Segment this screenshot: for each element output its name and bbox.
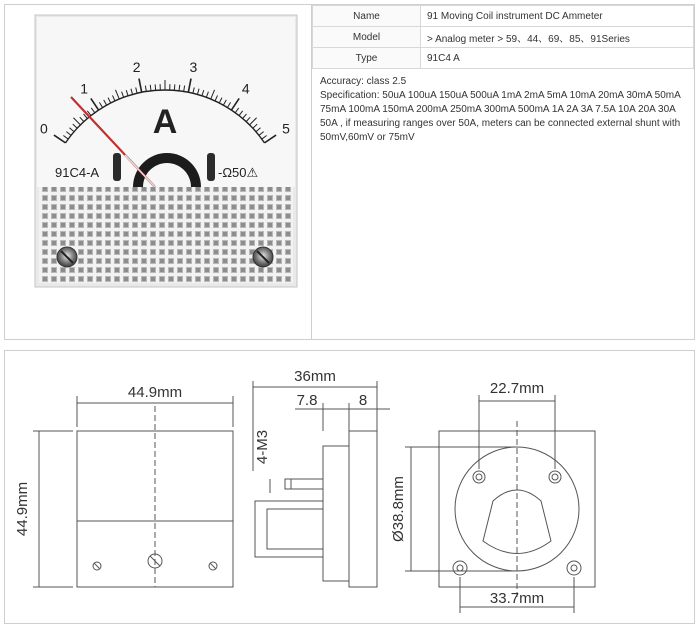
meter-scale-number: 1 [80, 80, 89, 97]
rear-terminal-left [473, 471, 485, 483]
spec-label: Model [313, 27, 421, 48]
dim-screw-label: 4-M3 [254, 429, 271, 465]
spec-table [312, 5, 694, 69]
spec-row-name [313, 6, 694, 27]
rear-mount-hole-right [567, 561, 581, 575]
dim-depth-b-label: 8 [358, 392, 368, 409]
meter-scale-number: 0 [40, 120, 48, 137]
meter-model-left: 91C4-A [55, 165, 100, 180]
dim-front-width-label: 44.9mm [127, 384, 183, 401]
meter-scale-number: 2 [132, 58, 141, 75]
spec-row-type [313, 48, 694, 69]
rear-terminal-right [549, 471, 561, 483]
rear-mount-hole-left [453, 561, 467, 575]
spec-value: 91 Moving Coil instrument DC Ammeter [421, 6, 694, 27]
spec-value: 91C4 A [421, 48, 694, 69]
spec-notes [320, 75, 690, 145]
meter-photo [5, 5, 311, 339]
spec-row-model [313, 27, 694, 48]
spec-value [421, 27, 694, 48]
meter-post-right [207, 153, 215, 181]
model-link[interactable]: > Analog meter > 59、44、69、85、91Series [427, 33, 630, 45]
side-view-flange [349, 431, 377, 587]
meter-scale-number: 3 [189, 58, 198, 75]
meter-model-right: -Ω50⚠ [218, 165, 259, 180]
specification-text: Specification: 50uA 100uA 150uA 500uA 1mA 2mA 5mA 10mA 20mA 30mA 50mA 75mA 100mA 150mA 200mA 250mA 300mA 500mA 1A 2A 3A 7.5A 10A 20A 30A 50A , if measuring ranges over 50A, meters can be connected external shunt with 50mV,60mV or 75mV [320, 90, 681, 143]
meter-post-left [113, 153, 121, 181]
meter-photo-cell [5, 5, 312, 339]
dim-depth-total-label: 36mm [294, 368, 336, 385]
meter-scale-tick [179, 85, 180, 91]
meter-scale-tick [150, 85, 151, 91]
dim-diameter-label: Ø38.8mm [390, 476, 407, 542]
meter-unit-letter: A [152, 103, 178, 141]
dimension-drawing-panel [4, 350, 695, 624]
dim-hole-top-label: 22.7mm [489, 380, 545, 397]
dim-front-height-label: 44.9mm [14, 481, 31, 537]
side-view-body [323, 446, 349, 581]
dim-hole-bottom-label: 33.7mm [489, 590, 545, 607]
dimension-drawing [5, 351, 694, 623]
spec-label: Name [313, 6, 421, 27]
dim-depth-a-label: 7.8 [296, 392, 318, 409]
accuracy-text: Accuracy: class 2.5 [320, 76, 407, 87]
meter-scale-number: 5 [282, 120, 290, 137]
rear-view-outline [439, 431, 595, 587]
meter-cover-grid [39, 187, 293, 283]
meter-scale-number: 4 [241, 80, 250, 97]
spec-label: Type [313, 48, 421, 69]
product-info-panel [4, 4, 695, 340]
